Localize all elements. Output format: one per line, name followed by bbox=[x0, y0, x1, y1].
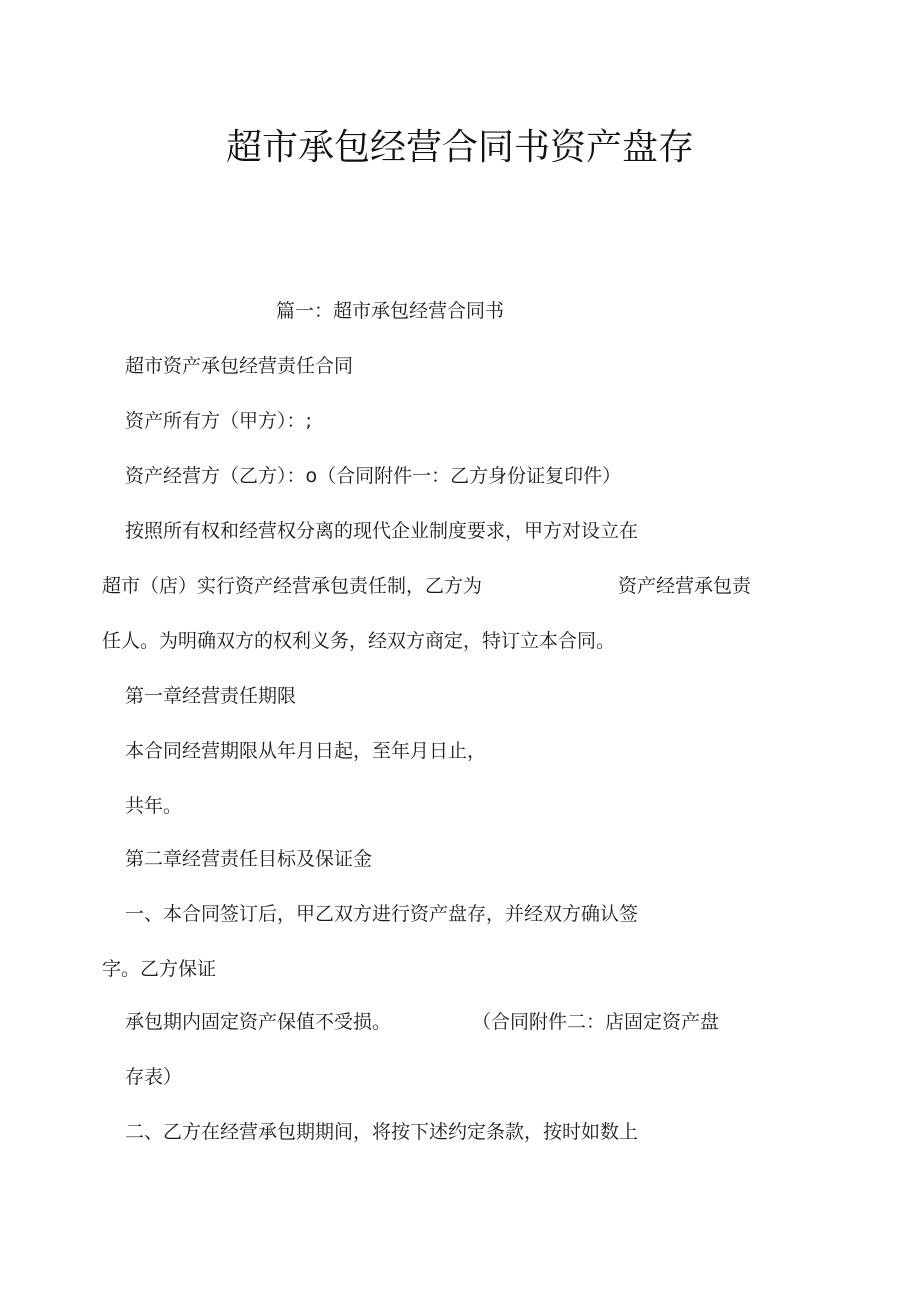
chapter-heading: 第一章经营责任期限 bbox=[125, 685, 297, 707]
paragraph-line: 超市（店）实行资产经营承包责任制，乙方为 bbox=[102, 575, 483, 597]
paragraph-line: 字。乙方保证 bbox=[102, 958, 217, 980]
section-heading: 篇一：超市承包经营合同书 bbox=[276, 300, 505, 322]
paragraph-line: 按照所有权和经营权分离的现代企业制度要求，甲方对设立在 bbox=[125, 520, 639, 542]
party-a-line: 资产所有方（甲方）：; bbox=[125, 410, 312, 432]
paragraph-line: （合同附件二：店固定资产盘 bbox=[472, 1011, 720, 1033]
paragraph-line: 资产经营承包责 bbox=[618, 575, 752, 597]
chapter-heading: 第二章经营责任目标及保证金 bbox=[125, 848, 373, 870]
paragraph-line: 一、本合同签订后，甲乙双方进行资产盘存，并经双方确认签 bbox=[125, 903, 639, 925]
paragraph-line: 任人。为明确双方的权利义务，经双方商定，特订立本合同。 bbox=[102, 630, 616, 652]
paragraph-line: 本合同经营期限从年月日起，至年月日止， bbox=[125, 740, 487, 762]
contract-name: 超市资产承包经营责任合同 bbox=[125, 355, 354, 377]
paragraph-line: 二、乙方在经营承包期期间，将按下述约定条款，按时如数上 bbox=[125, 1121, 639, 1143]
paragraph-line: 存表） bbox=[125, 1066, 183, 1088]
paragraph-line: 共年。 bbox=[125, 795, 183, 817]
document-title: 超市承包经营合同书资产盘存 bbox=[225, 127, 694, 168]
paragraph-line: 承包期内固定资产保值不受损。 bbox=[125, 1011, 392, 1033]
party-b-line: 资产经营方（乙方）：o（合同附件一：乙方身份证复印件） bbox=[125, 465, 622, 487]
